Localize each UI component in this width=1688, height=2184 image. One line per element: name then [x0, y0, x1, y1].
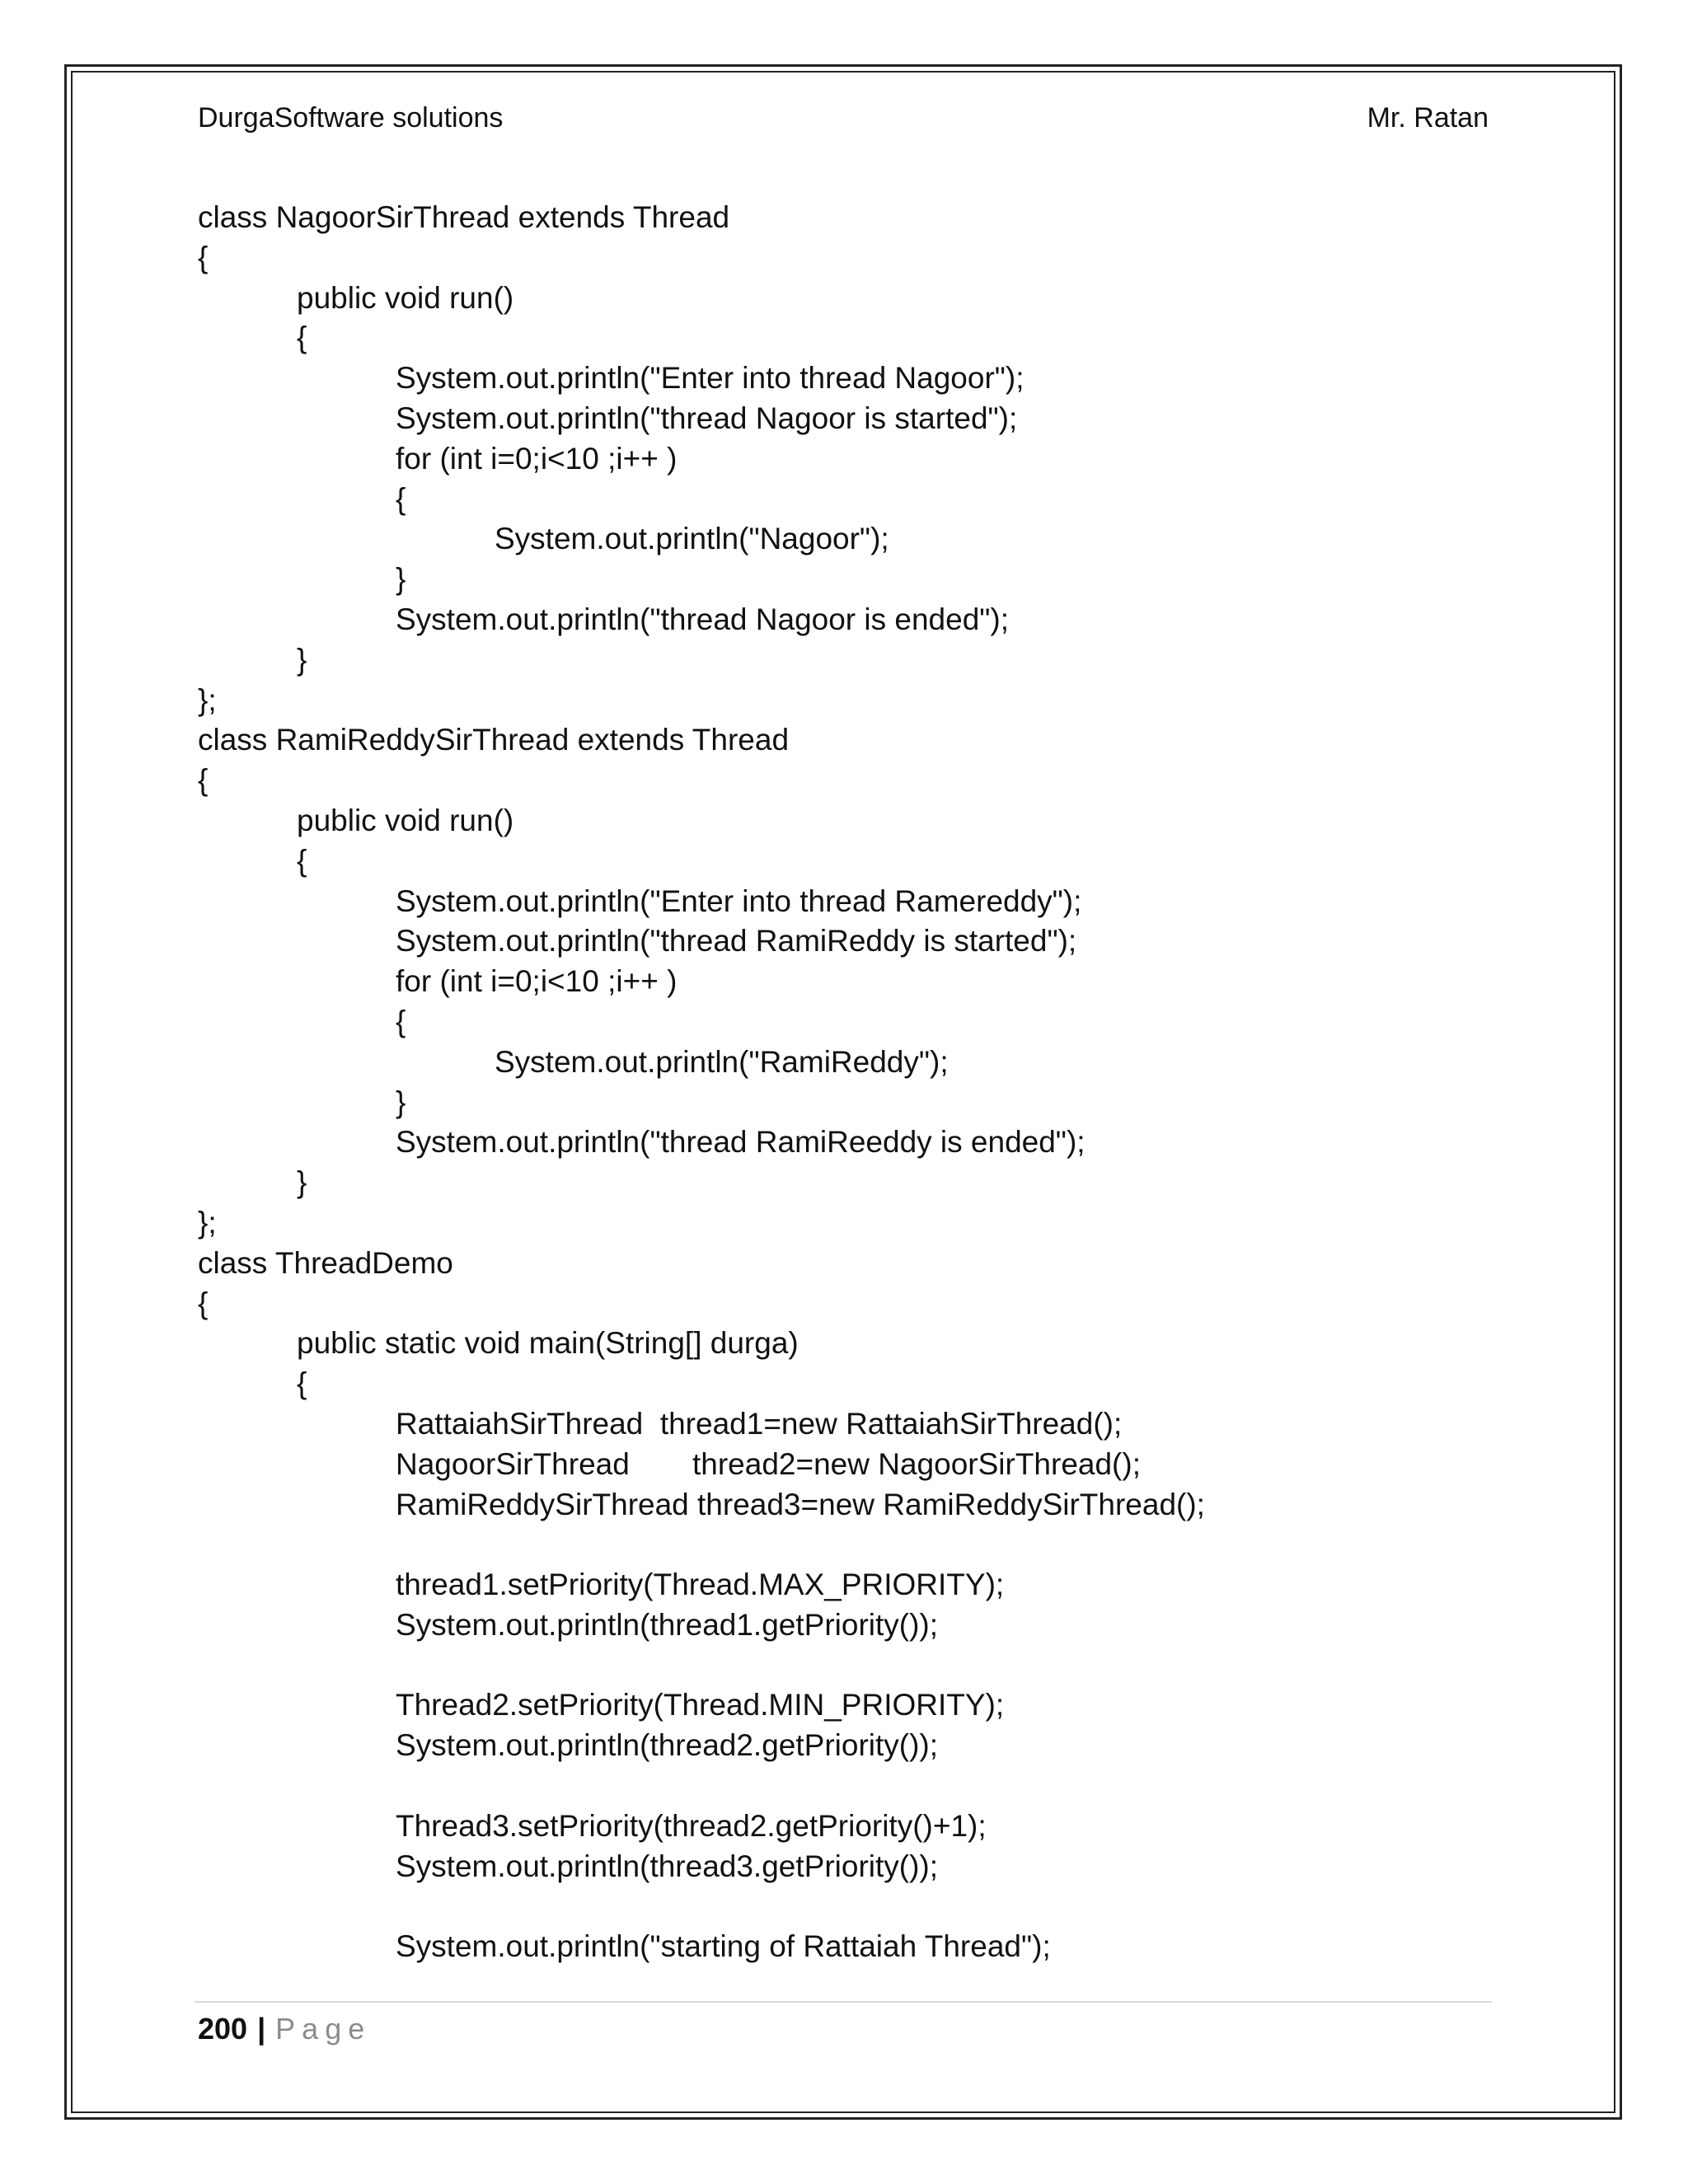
code-blank-line	[198, 1525, 1492, 1565]
code-line: System.out.println("Enter into thread Nagoor");	[396, 361, 1025, 396]
code-blank-line	[198, 1766, 1492, 1807]
code-listing	[198, 198, 1492, 1967]
code-line: System.out.println("thread RamiReddy is started");	[396, 924, 1077, 958]
page-label: Page	[275, 2012, 372, 2046]
code-line: RamiReddySirThread thread3=new RamiReddySirThread();	[396, 1487, 1205, 1521]
code-line: for (int i=0;i<10 ;i++ )	[396, 441, 678, 476]
code-line: System.out.println("thread Nagoor is ended");	[396, 602, 1010, 636]
code-token-decl: thread2=new NagoorSirThread();	[692, 1446, 1141, 1481]
code-line: RattaiahSirThread thread1=new RattaiahSirThread();	[396, 1406, 1123, 1441]
code-line: System.out.println("Enter into thread Ramereddy");	[396, 883, 1082, 918]
footer-separator: |	[257, 2012, 266, 2046]
code-line: {	[297, 1366, 307, 1401]
code-line: }	[297, 1165, 307, 1200]
code-line: class ThreadDemo	[198, 1245, 453, 1280]
header-right-text: Mr. Ratan	[1367, 101, 1489, 134]
code-line: }	[297, 642, 307, 677]
code-line: thread1.setPriority(Thread.MAX_PRIORITY);	[396, 1568, 1005, 1602]
code-line: {	[396, 481, 406, 516]
code-line: System.out.println(thread3.getPriority());	[396, 1849, 939, 1883]
code-line: {	[297, 843, 307, 878]
code-line: System.out.println("thread Nagoor is started");	[396, 401, 1018, 435]
code-line: {	[198, 763, 209, 798]
code-line: System.out.println(thread1.getPriority());	[396, 1607, 939, 1642]
code-line: System.out.println(thread2.getPriority());	[396, 1728, 939, 1763]
code-line: }	[396, 562, 406, 597]
code-line: public void run()	[297, 803, 514, 837]
code-line: Thread2.setPriority(Thread.MIN_PRIORITY);	[396, 1688, 1005, 1722]
code-line: }	[396, 1085, 406, 1119]
code-blank-line	[198, 1886, 1492, 1927]
code-line	[198, 1445, 1492, 1485]
code-line: Thread3.setPriority(thread2.getPriority()+1);	[396, 1808, 987, 1843]
code-line: {	[396, 1004, 406, 1038]
footer-divider	[195, 2001, 1492, 2003]
header-left-text: DurgaSoftware solutions	[198, 101, 504, 134]
code-line: System.out.println("thread RamiReeddy is ended");	[396, 1125, 1085, 1160]
code-line: for (int i=0;i<10 ;i++ )	[396, 964, 678, 999]
page-footer	[198, 2008, 371, 2050]
code-line: {	[198, 1286, 209, 1320]
code-line: class NagoorSirThread extends Thread	[198, 200, 730, 234]
code-line: System.out.println("Nagoor");	[495, 522, 889, 556]
code-token-type: NagoorSirThread	[396, 1446, 630, 1481]
code-line: class RamiReddySirThread extends Thread	[198, 723, 790, 757]
code-line: System.out.println("RamiReddy");	[495, 1044, 949, 1079]
code-line: public void run()	[297, 280, 514, 315]
code-line: {	[198, 240, 209, 274]
page-number: 200	[198, 2012, 248, 2046]
code-line: };	[198, 682, 217, 717]
code-line: public static void main(String[] durga)	[297, 1326, 799, 1361]
code-line: System.out.println("starting of Rattaiah Thread");	[396, 1929, 1051, 1964]
code-blank-line	[198, 1646, 1492, 1686]
code-line: };	[198, 1205, 217, 1240]
page-header	[198, 97, 1489, 138]
code-line: {	[297, 321, 307, 355]
